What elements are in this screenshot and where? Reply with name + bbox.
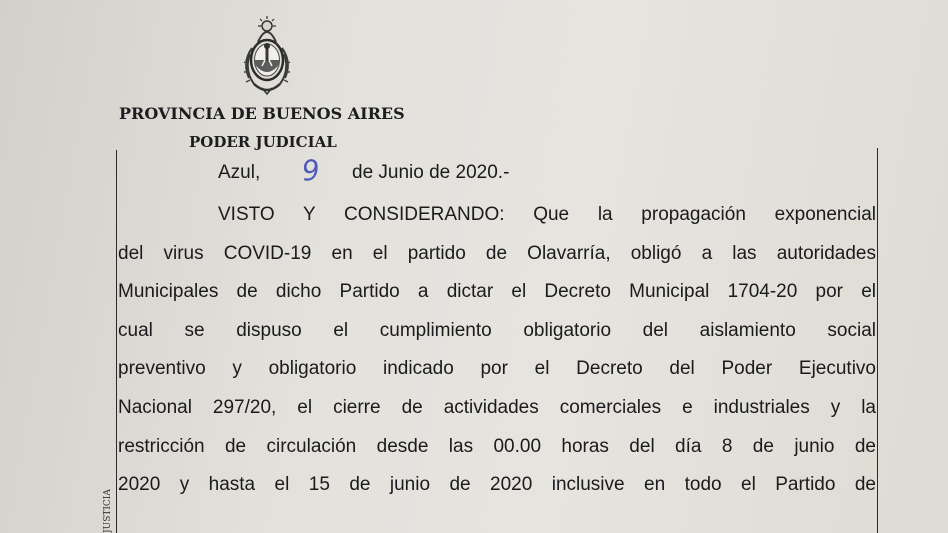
body-line: VISTO Y CONSIDERANDO: Que la propagación exponencial [218,204,876,225]
body-line: Municipales de dicho Partido a dictar el Decreto Municipal 1704-20 por el [118,281,876,303]
body-line: 2020 y hasta el 15 de junio de 2020 inclusive en todo el Partido de [118,474,876,496]
province-title: PROVINCIA DE BUENOS AIRES [119,104,405,123]
document-body [118,196,876,505]
handwritten-day: 9 [300,153,322,188]
argentine-coat-of-arms-icon [236,14,298,98]
body-line: Nacional 297/20, el cierre de actividades comerciales e industriales y la [118,396,876,418]
date-city: Azul, [218,162,261,183]
body-line: preventivo y obligatorio indicado por el Decreto del Poder Ejecutivo [118,358,876,380]
body-line: cual se dispuso el cumplimiento obligatorio del aislamiento social [118,319,876,341]
date-line [218,153,558,190]
right-margin-line [877,148,878,533]
date-month-year: de Junio de 2020.- [352,162,510,183]
body-line: del virus COVID-19 en el partido de Olavarría, obligó a las autoridades [118,242,876,264]
body-line: restricción de circulación desde las 00.00 horas del día 8 de junio de [118,435,876,457]
margin-stamp: JUSTICIA [103,489,113,533]
judicial-branch-subtitle: PODER JUDICIAL [189,133,337,151]
